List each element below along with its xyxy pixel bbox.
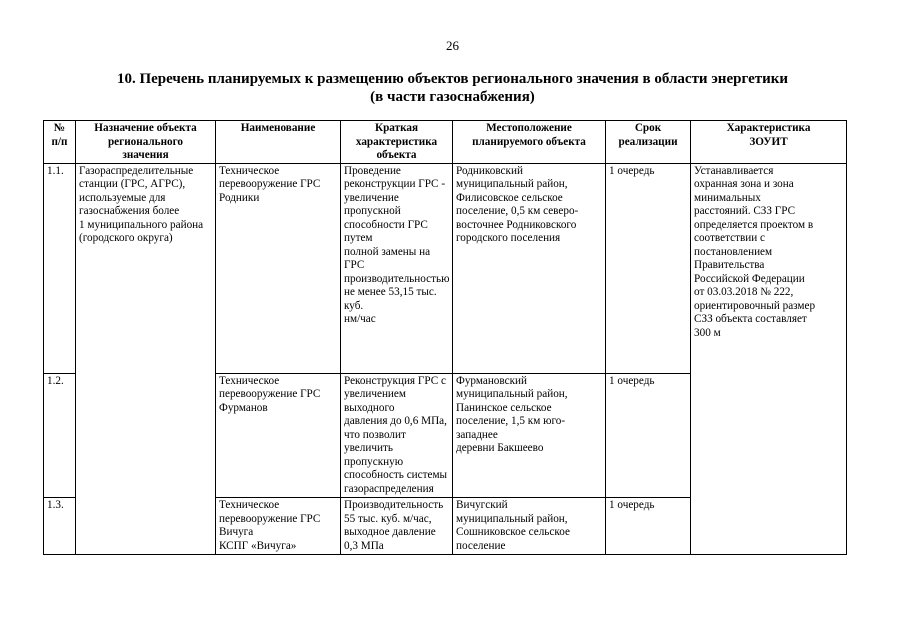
header-name: Наименование [216,121,341,164]
cell-location: Фурмановский муниципальный район, Панинское сельское поселение, 1,5 км юго- западнее деревни Бакшеево [453,373,606,498]
cell-zone-merged [691,498,847,555]
cell-characteristic: Проведение реконструкции ГРС - увеличение пропускной способности ГРС путем полной замены на ГРС производительностью не менее 53,15 тыс. куб. нм/час [341,163,453,373]
cell-characteristic: Реконструкция ГРС с увеличением выходного давления до 0,6 МПа, что позволит увеличить пропускную способность системы газораспределения [341,373,453,498]
cell-purpose-merged [76,498,216,555]
header-zone: Характеристика ЗОУИТ [691,121,847,164]
header-characteristic: Краткая характеристика объекта [341,121,453,164]
document-title [0,70,905,106]
cell-number: 1.3. [44,498,76,555]
cell-term: 1 очередь [606,163,691,373]
table-header-row [44,121,847,164]
cell-name: Техническое перевооружение ГРС Вичуга КСПГ «Вичуга» [216,498,341,555]
cell-purpose-merged [76,373,216,498]
header-number: № п/п [44,121,76,164]
header-location: Местоположение планируемого объекта [453,121,606,164]
document-title-line-1: 10. Перечень планируемых к размещению объектов регионального значения в области энергетики [116,71,789,87]
page-number: 26 [446,38,459,53]
header-purpose: Назначение объекта регионального значения [76,121,216,164]
table-row [44,498,847,555]
document-title-line-2: (в части газоснабжения) [370,89,535,105]
cell-term: 1 очередь [606,498,691,555]
cell-name: Техническое перевооружение ГРС Фурманов [216,373,341,498]
header-term: Срок реализации [606,121,691,164]
cell-location: Вичугский муниципальный район, Сошниковское сельское поселение [453,498,606,555]
cell-name: Техническое перевооружение ГРС Родники [216,163,341,373]
cell-characteristic: Производительность 55 тыс. куб. м/час, выходное давление 0,3 МПа [341,498,453,555]
cell-zone: Устанавливается охранная зона и зона минимальных расстояний. СЗЗ ГРС определяется проектом в соответствии с постановлением Правительства Российской Федерации от 03.03.2018 № 222, ориентировочный размер СЗЗ объекта составляет 300 м [691,163,847,373]
cell-purpose: Газораспределительные станции (ГРС, АГРС), используемые для газоснабжения более 1 муниципального района (городского округа) [76,163,216,373]
table-row [44,373,847,498]
cell-term: 1 очередь [606,373,691,498]
table-row [44,163,847,373]
cell-number: 1.1. [44,163,76,373]
cell-location: Родниковский муниципальный район, Филисовское сельское поселение, 0,5 км северо- восточнее Родниковского городского поселения [453,163,606,373]
cell-zone-merged [691,373,847,498]
energy-objects-table [43,120,847,555]
cell-number: 1.2. [44,373,76,498]
